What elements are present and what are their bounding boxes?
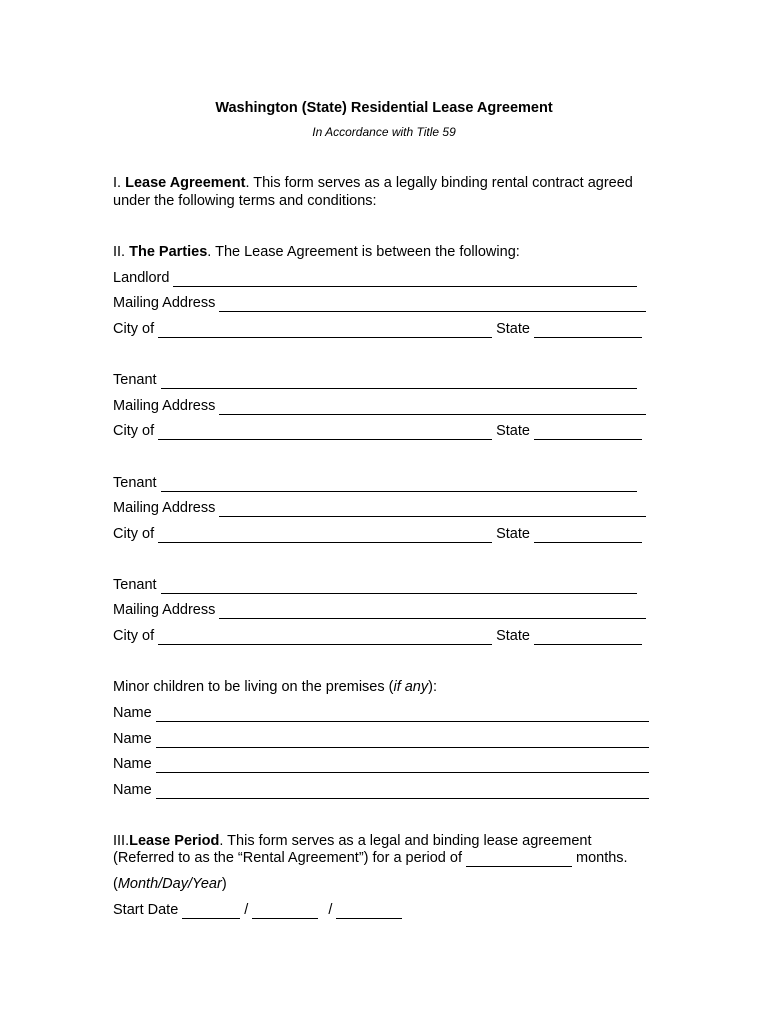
tenant-label: Tenant [113,475,157,491]
date-separator: / [328,902,333,918]
child-name-row-1 [113,704,649,722]
section-parties [113,243,673,261]
child-name-row-3 [113,755,649,773]
tenant-field[interactable] [161,579,637,594]
tenant-row-1 [113,371,637,389]
state-field[interactable] [534,630,642,645]
tenant-mailing-row-3 [113,601,646,619]
minor-children-heading [113,678,437,696]
child-name-row-4 [113,781,649,799]
landlord-mailing-row [113,294,646,312]
name-label: Name [113,731,152,747]
tenant-city-row-2 [113,525,642,543]
tenant-label: Tenant [113,577,157,593]
state-label: State [496,526,530,542]
landlord-label: Landlord [113,270,170,286]
tenant-field[interactable] [161,477,637,492]
tenant-label: Tenant [113,372,157,388]
date-format: Month/Day/Year [117,876,222,892]
lease-period-row [113,849,628,867]
section-lease-period [113,832,592,850]
minor-children-text: Minor children to be living on the premises ( [113,679,394,695]
state-field[interactable] [534,528,642,543]
start-day-field[interactable] [252,904,318,919]
city-field[interactable] [158,528,492,543]
section-text: . This form serves as a legal and binding lease agreement [219,833,592,849]
state-label: State [496,628,530,644]
city-field[interactable] [158,425,492,440]
child-name-row-2 [113,730,649,748]
name-label: Name [113,705,152,721]
tenant-mailing-row-1 [113,397,646,415]
section-lease-agreement [113,174,673,210]
mailing-address-label: Mailing Address [113,602,216,618]
tenant-row-3 [113,576,637,594]
date-format-close: ) [221,876,227,892]
child-name-field[interactable] [156,784,649,799]
city-label: City of [113,628,155,644]
city-label: City of [113,526,155,542]
lease-months-field[interactable] [466,852,572,867]
state-label: State [496,321,530,337]
section-text: . This form serves as a legally binding rental contract agreed under the following terms and conditions: [113,175,633,209]
city-field[interactable] [158,630,492,645]
start-year-field[interactable] [336,904,402,919]
section-heading: Lease Period [129,833,220,849]
landlord-row [113,269,637,287]
mailing-address-label: Mailing Address [113,295,216,311]
mailing-address-label: Mailing Address [113,500,216,516]
tenant-city-row-1 [113,422,642,440]
mailing-address-field[interactable] [219,297,646,312]
months-label: months. [575,850,628,866]
start-month-field[interactable] [182,904,240,919]
city-field[interactable] [158,323,492,338]
minor-children-text-end: ): [428,679,437,695]
city-label: City of [113,321,155,337]
section-number: III. [113,833,130,849]
tenant-mailing-row-2 [113,499,646,517]
state-field[interactable] [534,425,642,440]
state-field[interactable] [534,323,642,338]
start-date-label: Start Date [113,902,179,918]
page-title: Washington (State) Residential Lease Agreement [215,100,553,116]
tenant-field[interactable] [161,374,637,389]
mailing-address-field[interactable] [219,604,646,619]
minor-children-italic: if any [393,679,429,695]
state-label: State [496,423,530,439]
section-number: II. [113,244,130,260]
date-format-open: ( [113,876,118,892]
landlord-city-row [113,320,642,338]
section-text: . The Lease Agreement is between the following: [207,244,520,260]
section-heading: Lease Agreement [125,175,246,191]
name-label: Name [113,756,152,772]
child-name-field[interactable] [156,707,649,722]
child-name-field[interactable] [156,758,649,773]
mailing-address-label: Mailing Address [113,398,216,414]
tenant-row-2 [113,474,637,492]
section-text-2: (Referred to as the “Rental Agreement”) for a period of [113,850,462,866]
start-date-row [113,901,402,919]
section-number: I. [113,175,126,191]
city-label: City of [113,423,155,439]
name-label: Name [113,782,152,798]
date-format-row [113,875,227,893]
mailing-address-field[interactable] [219,502,646,517]
date-separator: / [244,902,249,918]
page-subtitle: In Accordance with Title 59 [312,125,456,139]
child-name-field[interactable] [156,733,649,748]
landlord-field[interactable] [173,272,637,287]
section-heading: The Parties [129,244,208,260]
mailing-address-field[interactable] [219,400,646,415]
tenant-city-row-3 [113,627,642,645]
